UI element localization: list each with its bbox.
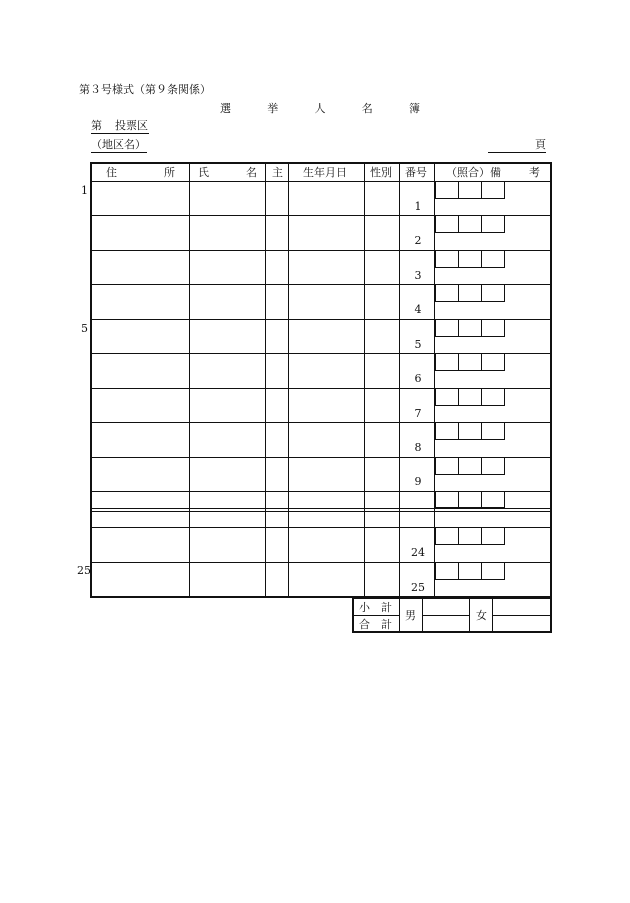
header-number: 番号	[405, 166, 427, 179]
totals-row-divider	[353, 615, 399, 616]
form-number: 第３号様式（第９条関係）	[79, 83, 211, 96]
check-box[interactable]	[458, 422, 482, 440]
title-char: 選	[220, 102, 231, 115]
row-number: 4	[414, 303, 422, 316]
check-box[interactable]	[458, 491, 482, 508]
check-box[interactable]	[481, 457, 505, 475]
line-marker: 1	[81, 184, 88, 197]
check-box[interactable]	[481, 319, 505, 337]
check-box[interactable]	[481, 353, 505, 371]
title-char: 挙	[267, 102, 279, 115]
row-number: 25	[411, 581, 425, 594]
female-label: 女	[476, 609, 487, 622]
check-box[interactable]	[435, 250, 459, 268]
line-marker: 5	[81, 322, 88, 335]
header-head-of-household: 主	[272, 166, 283, 179]
page-underline	[488, 152, 546, 153]
total-label: 合 計	[359, 618, 392, 631]
column-divider	[288, 163, 289, 597]
check-box[interactable]	[481, 250, 505, 268]
check-box[interactable]	[435, 457, 459, 475]
check-box[interactable]	[458, 388, 482, 406]
check-box[interactable]	[458, 353, 482, 371]
document-title	[220, 100, 420, 114]
check-box[interactable]	[481, 284, 505, 302]
totals-divider	[399, 598, 400, 632]
check-box[interactable]	[458, 319, 482, 337]
row-divider	[91, 508, 551, 509]
header-address-b: 所	[164, 166, 175, 179]
totals-divider	[469, 598, 470, 632]
check-box[interactable]	[435, 353, 459, 371]
male-label: 男	[405, 609, 416, 622]
header-name-a: 氏	[198, 166, 209, 179]
header-birthdate: 生年月日	[303, 166, 347, 179]
header-name-b: 名	[246, 166, 257, 179]
title-char: 人	[314, 102, 326, 115]
check-box[interactable]	[481, 422, 505, 440]
check-box[interactable]	[481, 527, 505, 545]
check-box[interactable]	[458, 181, 482, 199]
check-box[interactable]	[435, 181, 459, 199]
check-box[interactable]	[435, 422, 459, 440]
area-label: （地区名）	[91, 138, 146, 151]
column-divider	[364, 163, 365, 597]
check-box[interactable]	[435, 215, 459, 233]
header-address-a: 住	[106, 166, 117, 179]
row-divider	[91, 511, 551, 512]
page-label: 頁	[535, 138, 546, 151]
totals-row-divider	[423, 615, 469, 616]
column-divider	[189, 163, 190, 597]
check-box[interactable]	[458, 284, 482, 302]
check-box[interactable]	[481, 388, 505, 406]
check-box[interactable]	[458, 215, 482, 233]
check-box[interactable]	[481, 491, 505, 508]
subtotal-label: 小 計	[359, 601, 392, 614]
district-underline	[91, 133, 149, 134]
check-box[interactable]	[458, 562, 482, 580]
row-number: 5	[414, 338, 422, 351]
check-box[interactable]	[435, 388, 459, 406]
check-box[interactable]	[435, 284, 459, 302]
check-box[interactable]	[481, 181, 505, 199]
header-remarks-a: （照合）備	[446, 166, 501, 179]
check-box[interactable]	[458, 527, 482, 545]
check-box[interactable]	[481, 215, 505, 233]
check-box[interactable]	[435, 319, 459, 337]
line-marker: 25	[77, 564, 91, 577]
area-underline	[91, 152, 147, 153]
row-number: 8	[414, 441, 422, 454]
header-remarks-b: 考	[529, 166, 540, 179]
row-number: 24	[411, 546, 425, 559]
totals-row-divider	[493, 615, 551, 616]
district-label: 投票区	[115, 119, 148, 132]
title-char: 簿	[409, 102, 420, 115]
check-box[interactable]	[458, 457, 482, 475]
check-box[interactable]	[435, 527, 459, 545]
header-sex: 性別	[370, 166, 392, 179]
row-number: 7	[414, 407, 422, 420]
row-number: 2	[414, 234, 422, 247]
check-box[interactable]	[458, 250, 482, 268]
row-number: 1	[414, 200, 422, 213]
row-number: 9	[414, 475, 422, 488]
title-char: 名	[361, 102, 373, 115]
row-number: 6	[414, 372, 422, 385]
row-number: 3	[414, 269, 422, 282]
check-box[interactable]	[435, 491, 459, 508]
check-box[interactable]	[435, 562, 459, 580]
column-divider	[265, 163, 266, 597]
district-prefix: 第	[91, 119, 102, 132]
check-box[interactable]	[481, 562, 505, 580]
